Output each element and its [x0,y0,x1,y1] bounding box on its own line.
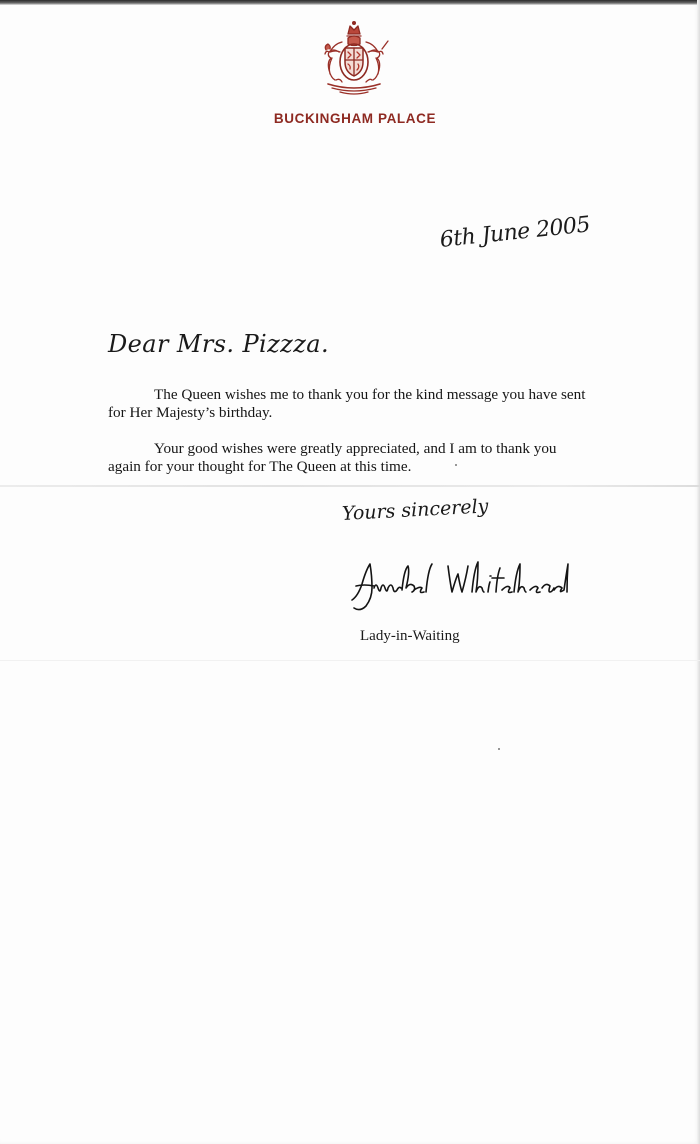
paper-speck [455,464,457,466]
signer-title: Lady-in-Waiting [360,628,460,644]
paper-speck [498,748,500,750]
paper-top-edge [0,0,700,5]
royal-coat-of-arms-icon [312,16,396,100]
letter-paragraph-1: The Queen wishes me to thank you for the kind message you have sent for Her Majesty’s birthday. [108,386,586,421]
paper-fold-line-lower [0,660,700,661]
letter-salutation: Dear Mrs. Pizzza. [108,330,329,358]
handwritten-signature [350,556,580,614]
letter-date: 6th June 2005 [438,212,592,253]
letterhead-title: BUCKINGHAM PALACE [273,111,437,126]
letter-closing: Yours sincerely [341,495,489,525]
letter-paragraph-2: Your good wishes were greatly appreciated, and I am to thank you again for your thought for The Queen at this time. [108,440,557,475]
letter-body [108,386,588,494]
